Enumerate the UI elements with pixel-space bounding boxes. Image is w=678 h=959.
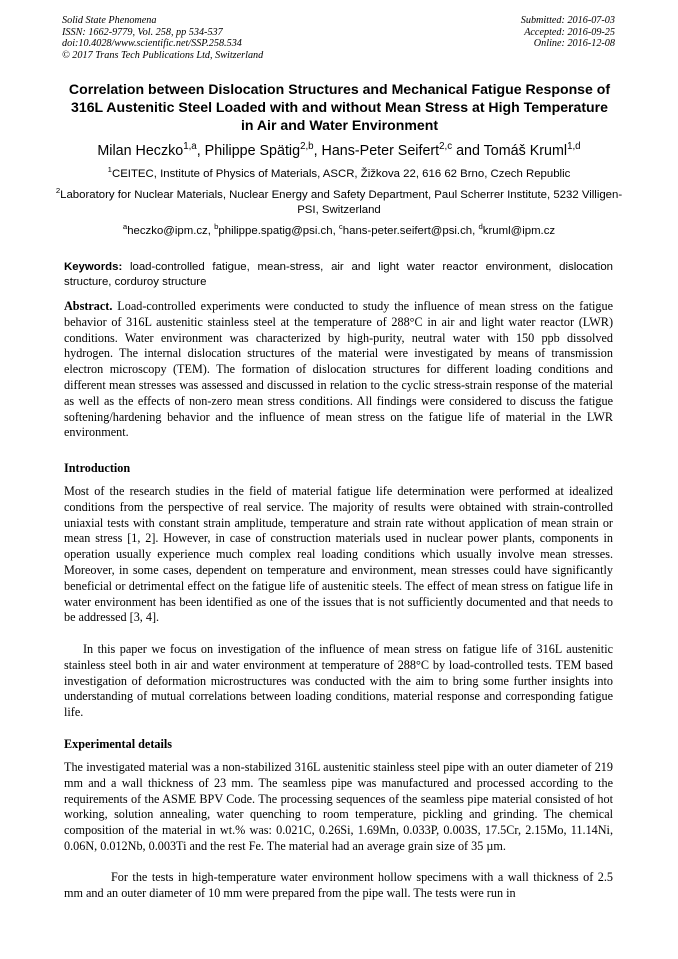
keywords-block — [64, 260, 613, 289]
author-superscript: 1,d — [567, 141, 581, 153]
abstract-label: Abstract. — [64, 299, 113, 313]
introduction-heading: Introduction — [64, 461, 131, 475]
affiliation-2 — [52, 188, 626, 217]
introduction-paragraph-1: Most of the research studies in the field of material fatigue life determination were performed at idealized conditions from the perspective of real service. The majority of results were obtained with strain-controlled uniaxial tests with constant strain amplitude, temperature and strain rate without application of mean strain or mean stress [1, 2]. However, in case of construction materials used in nuclear power plants, components in operation usually experience much complex real loading conditions which usually involve mean stresses. Moreover, in some cases, dependent on temperature and environment, mean stresses could have significantly beneficial or detrimental effect on the fatigue life of austenitic steels. The effect of mean stress on fatigue life in water environment has been identified as one of the issues that is not sufficiently documented and that needs to be addressed [3, 4]. — [64, 484, 613, 625]
affiliation-text: CEITEC, Institute of Physics of Materials, ASCR, Žižkova 22, 616 62 Brno, Czech Republic — [111, 168, 571, 180]
submitted-date: Submitted: 2016-07-03 — [520, 15, 615, 26]
email-superscript: a — [122, 222, 128, 232]
author-separator: , — [313, 143, 322, 159]
email-separator: , — [332, 225, 339, 237]
author-name: Milan Heczko — [97, 143, 184, 159]
email-superscript: c — [338, 222, 343, 232]
doi-line[interactable]: doi:10.4028/www.scientific.net/SSP.258.534 — [62, 38, 242, 50]
abstract-block — [64, 299, 613, 441]
author-name: Tomáš Kruml — [483, 143, 568, 159]
email-link[interactable]: hans-peter.seifert@psi.ch — [342, 225, 473, 237]
experimental-heading: Experimental details — [64, 737, 172, 751]
accepted-date: Accepted: 2016-09-25 — [524, 26, 615, 38]
abstract-text: Load-controlled experiments were conducted to study the influence of mean stress on the fatigue behavior of 316L austenitic stainless steel at the temperature of 288°C in air and light water reactor (LWR) conditions. Water environment was characterized by high-purity, neutral water with 150 ppb dissolved hydrogen. The internal dislocation structures of the material were investigated by means of transmission electron microscopy (TEM). The formation of dislocation structures for different loading conditions and different mean stresses was assessed and discussed in relation to the cyclic stress-strain response of the material as well as the effects of non-zero mean stress conditions. All findings were considered to discuss the fatigue softening/hardening behavior and the influence of mean stress on the fatigue life of material in the LWR environment. — [64, 299, 614, 440]
paper-title: Correlation between Dislocation Structures and Mechanical Fatigue Response of 316L Austenitic Steel Loaded with and without Mean Stress at High Temperature in Air and Water Environment — [68, 81, 611, 133]
affiliation-superscript: 1 — [107, 165, 112, 175]
keywords-text: load-controlled fatigue, mean-stress, air and light water reactor environment, dislocation structure, corduroy structure — [64, 261, 613, 288]
author-separator: , — [196, 143, 205, 159]
affiliation-1 — [52, 167, 626, 182]
email-link[interactable]: philippe.spatig@psi.ch — [218, 225, 333, 237]
experimental-paragraph-2: For the tests in high-temperature water environment hollow specimens with a wall thickness of 2.5 mm and an outer diameter of 10 mm were prepared from the pipe wall. The tests were run in — [64, 870, 613, 900]
author-separator: and — [452, 143, 484, 159]
issn-line: ISSN: 1662-9779, Vol. 258, pp 534-537 — [62, 26, 223, 38]
experimental-paragraph-1: The investigated material was a non-stabilized 316L austenitic stainless steel pipe with an outer diameter of 219 mm and a wall thickness of 23 mm. The seamless pipe was manufactured and processed according to the requirements of the ASME BPV Code. The processing sequences of the seamless pipe material consisted of hot working, solution annealing, water quenching to room temperature, pickling and grinding. The chemical composition of the material in wt.% was: 0.021C, 0.26Si, 1.69Mn, 0.033P, 0.003S, 17.5Cr, 2.15Mo, 11.14Ni, 0.06N, 0.012Nb, 0.003Ti and the rest Fe. The material had an average grain size of 35 µm. — [64, 760, 613, 853]
introduction-paragraph-2: In this paper we focus on investigation of the influence of mean stress on fatigue life of 316L austenitic stainless steel both in air and water environment at temperature of 288°C by load-controlled tests. TEM based investigation of deformation microstructures was conducted with the aim to bring some further insights into understanding of mutual correlations between loading conditions, material response and corresponding fatigue life. — [64, 642, 613, 720]
journal-header-right — [521, 15, 615, 50]
journal-header-left — [62, 15, 263, 61]
author-name: Philippe Spätig — [204, 143, 301, 159]
email-separator: , — [207, 225, 215, 237]
email-list — [52, 224, 626, 239]
author-superscript: 1,a — [183, 141, 197, 153]
online-date: Online: 2016-12-08 — [533, 38, 615, 50]
author-list — [40, 142, 638, 160]
email-superscript: d — [478, 222, 483, 232]
journal-name: Solid State Phenomena — [62, 15, 157, 26]
copyright-line: © 2017 Trans Tech Publications Ltd, Switzerland — [62, 49, 264, 61]
email-link[interactable]: heczko@ipm.cz — [127, 225, 208, 237]
keywords-label: Keywords: — [64, 261, 123, 273]
email-separator: , — [472, 225, 479, 237]
affiliation-superscript: 2 — [55, 186, 61, 196]
author-superscript: 2,c — [439, 141, 453, 153]
author-name: Hans-Peter Seifert — [321, 143, 440, 159]
affiliation-text: Laboratory for Nuclear Materials, Nuclear Energy and Safety Department, Paul Scherrer Institute, 5232 Villigen-PSI, Switzerland — [60, 189, 623, 216]
author-superscript: 2,b — [300, 141, 314, 153]
email-link[interactable]: kruml@ipm.cz — [482, 225, 556, 237]
email-superscript: b — [214, 222, 219, 232]
